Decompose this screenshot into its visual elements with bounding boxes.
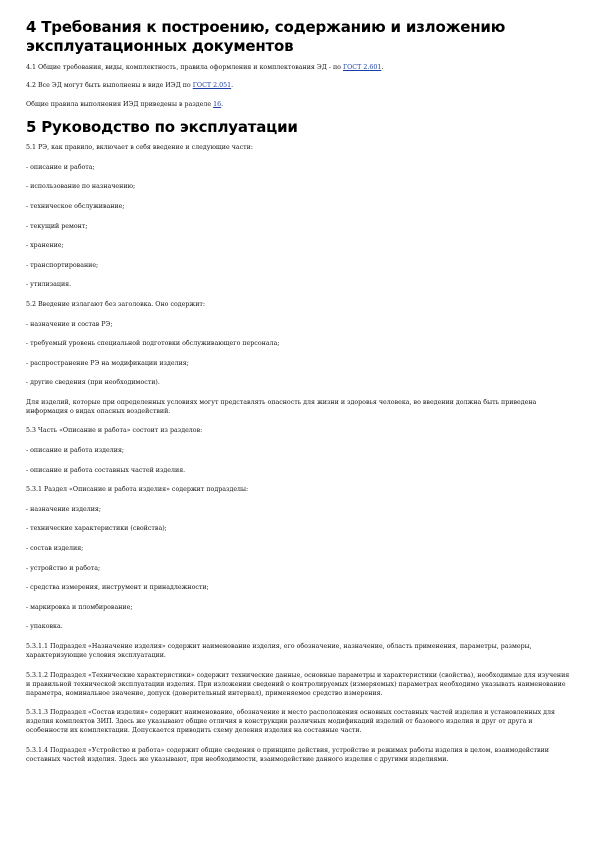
paragraph: 5.3.1.3 Подраздел «Состав изделия» содержит наименование, обозначение и место расположения основных составных частей изделия и установленных для изделия комплектов ЗИП. Здесь же указывают общие отличия в конструкции различных модификаций изделий от базового изделия и друг от друга и особенности их комплектации. Допускается приводить схему деления изделия на составные части. <box>26 709 556 735</box>
gost-2-051-link[interactable]: ГОСТ 2.051 <box>192 82 232 90</box>
section-16-link[interactable]: 16 <box>213 100 222 108</box>
section-5-body <box>26 143 571 764</box>
paragraph: - маркировка и пломбирование; <box>26 603 133 611</box>
paragraph: 5.2 Введение излагают без заголовка. Оно содержит: <box>26 300 206 308</box>
paragraph: - распространение РЭ на модификации изделия; <box>26 359 189 367</box>
paragraph: - состав изделия; <box>26 545 84 553</box>
paragraph: - другие сведения (при необходимости). <box>26 379 160 387</box>
paragraph-4-3-tail: . <box>221 100 224 108</box>
section-4-heading: 4 Требования к построению, содержанию и изложению эксплуатационных документов <box>26 18 506 55</box>
paragraph: - устройство и работа; <box>26 564 101 572</box>
paragraph: - описание и работа изделия; <box>26 447 125 455</box>
paragraph: - описание и работа составных частей изделия. <box>26 466 186 474</box>
paragraph-4-1-text: 4.1 Общие требования, виды, комплектность, правила оформления и комплектования ЭД - по <box>26 64 343 71</box>
paragraph: - средства измерения, инструмент и принадлежности; <box>26 584 209 592</box>
paragraph-4-3-text: Общие правила выполнения ИЭД приведены в разделе <box>26 100 214 108</box>
paragraph: - назначение и состав РЭ; <box>26 320 113 328</box>
paragraph-4-3 <box>26 100 571 109</box>
paragraph: 5.3.1.2 Подраздел «Технические характеристики» содержит технические данные, основные параметры и характеристики (свойства), необходимые для изучения и правильной технической эксплуатации изделия. При изложении сведений о контролируемых (измеряемых) параметрах необходимо указывать наименование параметра, номинальное значение, допуск (доверительный интервал), применяемое средство измерения. <box>26 671 570 697</box>
paragraph: - описание и работа; <box>26 163 95 171</box>
paragraph-4-1 <box>26 63 571 72</box>
paragraph: - использование по назначению; <box>26 183 136 191</box>
paragraph-4-2 <box>26 81 571 90</box>
paragraph: Для изделий, которые при определенных условиях могут представлять опасность для жизни и здоровья человека, во введении должна быть приведена информация о видах опасных воздействий. <box>26 398 537 415</box>
paragraph: - упаковка. <box>26 623 63 631</box>
paragraph: 5.1 РЭ, как правило, включает в себя введение и следующие части: <box>26 144 253 152</box>
document-page <box>26 18 571 774</box>
section-5-heading: 5 Руководство по эксплуатации <box>26 118 298 137</box>
paragraph-4-2-text: 4.2 Все ЭД могут быть выполнены в виде ИЭД по <box>26 82 193 90</box>
gost-2-601-link[interactable]: ГОСТ 2.601 <box>342 64 382 71</box>
paragraph: - транспортирование; <box>26 261 99 269</box>
paragraph: - техническое обслуживание; <box>26 202 125 210</box>
paragraph: - хранение; <box>26 242 64 250</box>
paragraph: 5.3.1 Раздел «Описание и работа изделия» содержит подразделы: <box>26 486 249 494</box>
paragraph: - назначение изделия; <box>26 505 102 513</box>
paragraph: 5.3 Часть «Описание и работа» состоит из разделов: <box>26 427 203 435</box>
paragraph: 5.3.1.4 Подраздел «Устройство и работа» содержит общие сведения о принципе действия, устройстве и режимах работы изделия в целом, взаимодействии составных частей изделия. Здесь же указывают, при необходимости, взаимодействие данного изделия с другими изделиями. <box>26 746 549 763</box>
paragraph: - текущий ремонт; <box>26 222 88 230</box>
paragraph: - требуемый уровень специальной подготовки обслуживающего персонала; <box>26 340 280 348</box>
paragraph-4-1-tail: . <box>381 64 384 71</box>
paragraph-4-2-tail: . <box>231 82 234 90</box>
paragraph: - технические характеристики (свойства); <box>26 525 167 533</box>
paragraph: - утилизация. <box>26 281 72 289</box>
paragraph: 5.3.1.1 Подраздел «Назначение изделия» содержит наименование изделия, его обозначение, назначение, область применения, параметры, размеры, характеризующие условия эксплуатации. <box>26 643 532 660</box>
